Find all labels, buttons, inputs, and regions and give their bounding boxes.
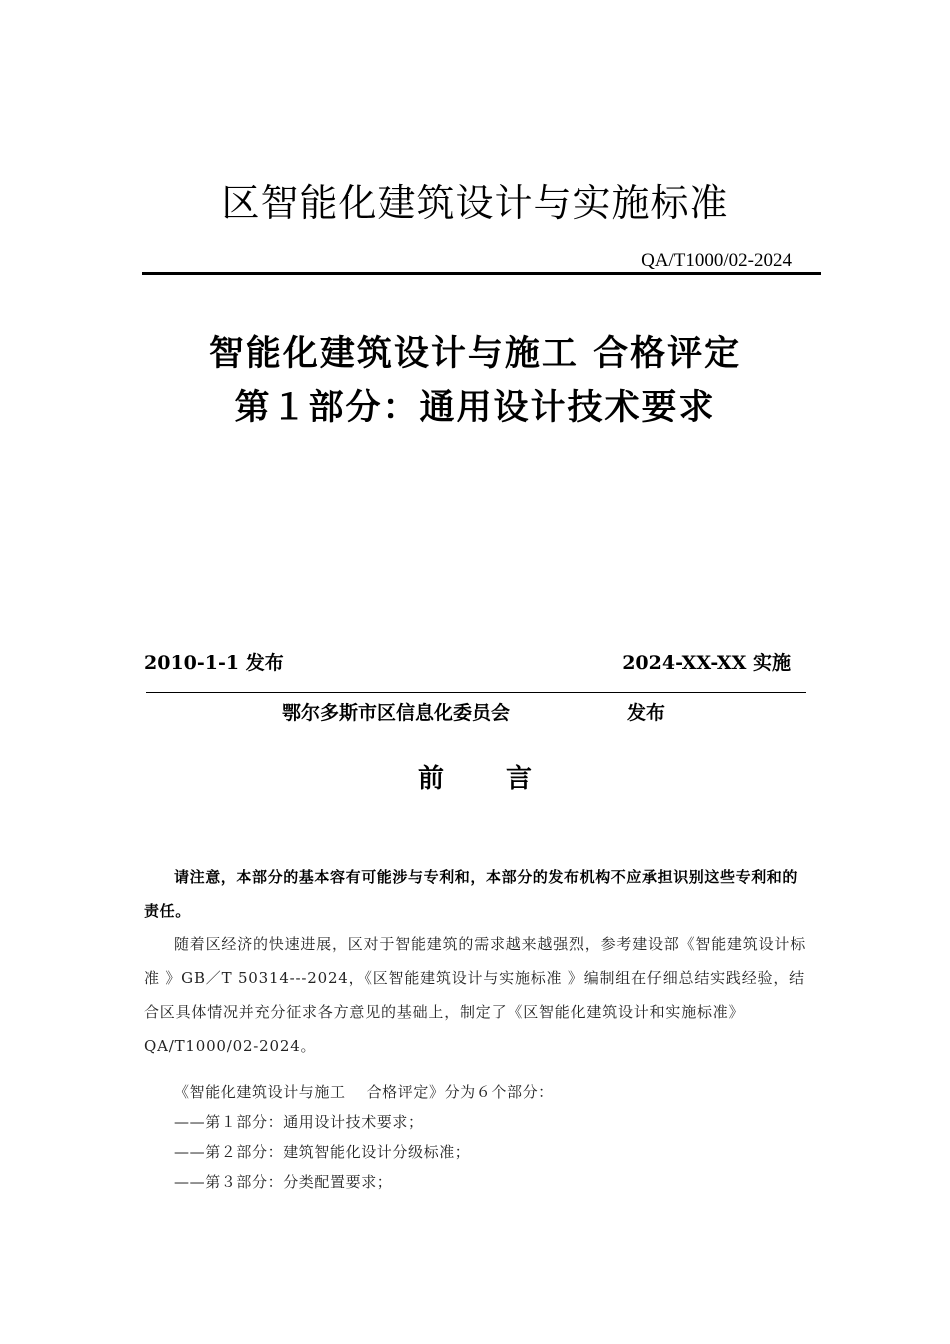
document-title-line-2: 第１部分：通用设计技术要求: [234, 387, 716, 428]
preface-heading-char-1: 前: [417, 764, 444, 794]
document-title-line-1: 智能化建筑设计与施工 合格评定: [208, 333, 742, 374]
top-divider: [142, 272, 821, 275]
standard-code: QA/T1000/02-2024: [641, 250, 792, 271]
parts-intro: 《智能化建筑设计与施工 合格评定》分为６个部分：: [174, 1083, 554, 1101]
middle-divider: [146, 692, 806, 693]
list-item: ——第１部分：通用设计技术要求；: [174, 1113, 424, 1131]
preface-paragraph: 随着区经济的快速进展，区对于智能建筑的需求越来越强烈，参考建设部《智能建筑设计标准 》GB／T 50314---2024，《区智能建筑设计与实施标准 》编制组在仔细总结实践经验，结合区具体情况并充分征求各方意见的基础上，制定了《区智能化建筑设计和实施标准》QA/T1000/02-2024。: [144, 935, 807, 1055]
list-item: ——第３部分：分类配置要求；: [174, 1173, 393, 1191]
list-item: ——第２部分：建筑智能化设计分级标准；: [174, 1143, 471, 1161]
issuer-action: 发布: [627, 702, 666, 724]
preface-heading: [0, 758, 950, 795]
implementation-date: 2024-XX-XX 实施: [622, 652, 791, 674]
preface-heading-char-2: 言: [506, 764, 533, 794]
issue-date: 2010-1-1 发布: [144, 652, 284, 674]
parts-list: [144, 1077, 554, 1197]
patent-notice: 请注意，本部分的基本容有可能涉与专利和，本部分的发布机构不应承担识别这些专利和的责任。: [144, 868, 799, 920]
main-title: 区智能化建筑设计与实施标准: [221, 181, 729, 225]
issuing-organization: 鄂尔多斯市区信息化委员会: [282, 702, 511, 724]
